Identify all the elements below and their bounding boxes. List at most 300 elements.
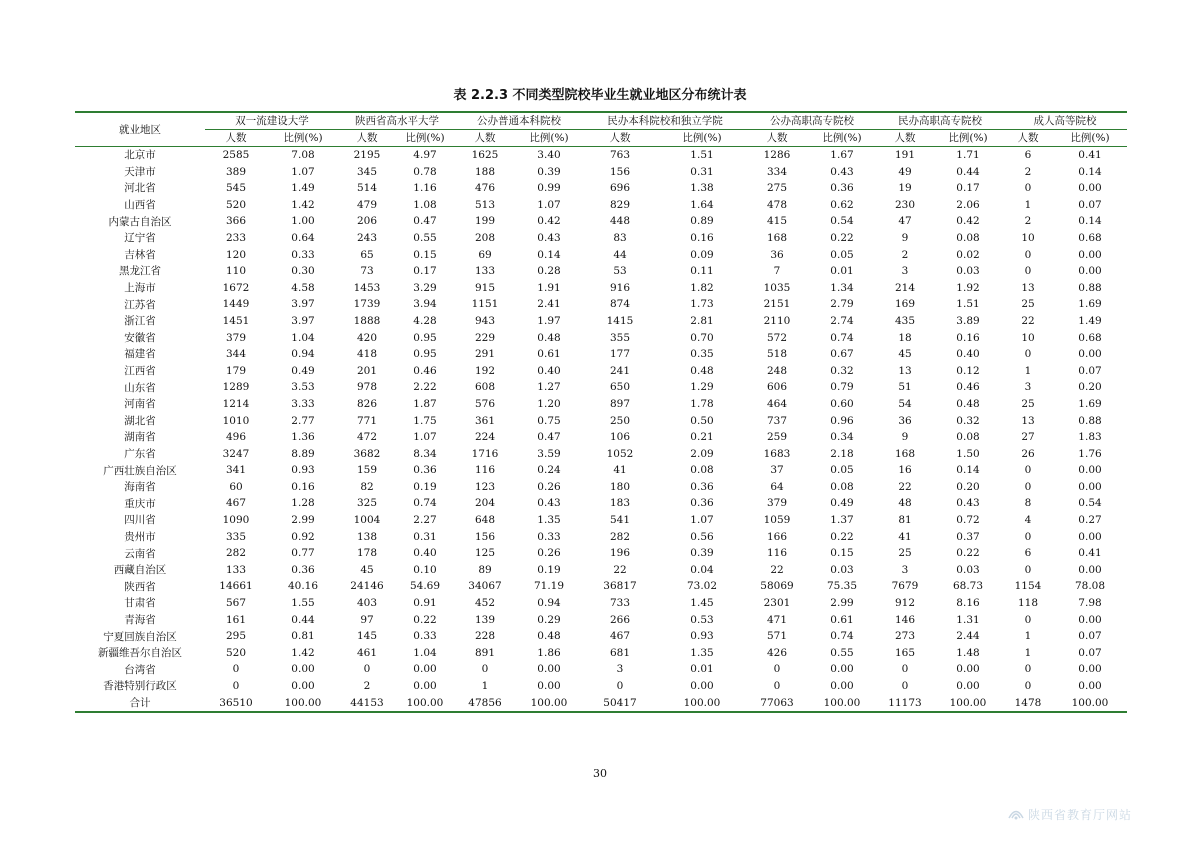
- table-row: [75, 180, 1127, 197]
- count-cell: 0: [1024, 563, 1032, 576]
- count-cell: 183: [609, 497, 631, 510]
- count-cell: 3: [901, 563, 909, 576]
- count-cell: 64: [770, 480, 784, 493]
- ratio-cell: 0.08: [830, 480, 854, 493]
- table-row: [75, 595, 1127, 612]
- ratio-cell: 8.16: [956, 597, 980, 610]
- ratio-cell: 0.62: [830, 198, 854, 211]
- count-cell: 0: [1024, 663, 1032, 676]
- ratio-cell: 100.00: [657, 695, 747, 713]
- count-cell: 355: [609, 331, 631, 344]
- ratio-cell: 100.00: [1053, 695, 1127, 713]
- count-cell: 897: [609, 397, 631, 410]
- ratio-cell: 0.93: [291, 464, 315, 477]
- count-cell: 3: [1024, 381, 1032, 394]
- count-cell: 275: [766, 182, 788, 195]
- table-title: 表 2.2.3 不同类型院校毕业生就业地区分布统计表: [453, 88, 747, 103]
- count-cell: 44: [613, 248, 627, 261]
- ratio-cell: 0.67: [830, 348, 854, 361]
- count-cell: 3247: [222, 447, 250, 460]
- count-cell: 325: [356, 497, 378, 510]
- count-cell: 196: [609, 547, 631, 560]
- ratio-cell: 0.14: [956, 464, 980, 477]
- count-cell: 1035: [763, 281, 791, 294]
- count-cell: 53: [613, 265, 627, 278]
- ratio-header: 比例(%): [1053, 130, 1127, 147]
- ratio-cell: 0.21: [690, 431, 714, 444]
- count-cell: 426: [766, 646, 788, 659]
- count-cell: 1672: [222, 281, 250, 294]
- count-cell: 51: [898, 381, 912, 394]
- ratio-cell: 0.74: [413, 497, 437, 510]
- region-cell: 山西省: [124, 199, 156, 212]
- region-cell: 四川省: [124, 514, 156, 527]
- ratio-cell: 0.00: [956, 680, 980, 692]
- count-cell: 915: [474, 281, 496, 294]
- count-cell: 518: [766, 348, 788, 361]
- ratio-cell: 0.20: [956, 480, 980, 493]
- count-cell: 73: [360, 265, 374, 278]
- region-cell: 山东省: [124, 381, 156, 394]
- ratio-cell: 1.45: [690, 597, 714, 610]
- count-cell: 118: [1017, 597, 1039, 610]
- count-cell: 435: [894, 314, 916, 327]
- count-cell: 233: [225, 231, 247, 244]
- count-cell: 230: [894, 198, 916, 211]
- ratio-cell: 0.03: [956, 265, 980, 278]
- ratio-cell: 73.02: [686, 580, 718, 593]
- count-cell: 18: [898, 331, 912, 344]
- count-cell: 2: [1024, 215, 1032, 228]
- count-cell: 1683: [763, 447, 791, 460]
- ratio-cell: 0.05: [830, 464, 854, 477]
- count-cell: 243: [356, 231, 378, 244]
- ratio-cell: 0.00: [537, 680, 561, 692]
- ratio-cell: 0.00: [1078, 265, 1102, 278]
- ratio-cell: 1.29: [690, 381, 714, 394]
- ratio-cell: 1.87: [413, 397, 437, 410]
- count-cell: 1059: [763, 514, 791, 527]
- count-cell: 89: [478, 563, 492, 576]
- ratio-cell: 0.00: [291, 663, 315, 676]
- table-row: [75, 578, 1127, 595]
- ratio-cell: 3.97: [291, 298, 315, 311]
- ratio-cell: 71.19: [533, 580, 565, 593]
- count-cell: 48: [898, 497, 912, 510]
- region-cell: 河南省: [124, 398, 156, 411]
- count-cell: 14661: [219, 580, 253, 593]
- count-cell: 829: [609, 198, 631, 211]
- ratio-cell: 0.36: [690, 497, 714, 510]
- ratio-cell: 0.43: [830, 165, 854, 178]
- header-row-groups: [75, 112, 1127, 130]
- count-cell: 120: [225, 248, 247, 261]
- count-cell: 415: [766, 215, 788, 228]
- ratio-cell: 0.03: [830, 563, 854, 576]
- count-cell: 648: [474, 514, 496, 527]
- ratio-cell: 0.53: [690, 613, 714, 626]
- ratio-cell: 0.00: [413, 663, 437, 676]
- ratio-cell: 0.36: [830, 182, 854, 195]
- ratio-cell: 1.51: [956, 298, 980, 311]
- ratio-cell: 1.83: [1078, 431, 1102, 444]
- ratio-cell: 2.27: [413, 514, 437, 527]
- count-cell: 159: [356, 464, 378, 477]
- ratio-cell: 1.04: [291, 331, 315, 344]
- ratio-cell: 0.39: [537, 165, 561, 178]
- count-cell: 178: [356, 547, 378, 560]
- group-header: 公办普通本科院校: [455, 112, 583, 130]
- count-cell: 1716: [471, 447, 499, 460]
- ratio-cell: 68.73: [952, 580, 984, 593]
- ratio-cell: 7.08: [291, 149, 315, 161]
- count-cell: 110: [225, 265, 247, 278]
- count-cell: 1888: [353, 314, 381, 327]
- count-cell: 241: [609, 364, 631, 377]
- count-cell: 1154: [1014, 580, 1042, 593]
- ratio-cell: 1.36: [291, 431, 315, 444]
- region-cell: 湖南省: [124, 431, 156, 444]
- count-cell: 0: [1024, 348, 1032, 361]
- count-cell: 27: [1021, 431, 1035, 444]
- table-row: [75, 678, 1127, 695]
- count-cell: 771: [356, 414, 378, 427]
- count-cell: 24146: [350, 580, 384, 593]
- count-cell: 916: [609, 281, 631, 294]
- ratio-cell: 0.07: [1078, 646, 1102, 659]
- count-cell: 4: [1024, 514, 1032, 527]
- count-cell: 133: [474, 265, 496, 278]
- ratio-header: 比例(%): [807, 130, 877, 147]
- count-cell: 571: [766, 630, 788, 643]
- count-cell: 259: [766, 431, 788, 444]
- count-cell: 345: [356, 165, 378, 178]
- count-cell: 161: [225, 613, 247, 626]
- ratio-cell: 54.69: [409, 580, 441, 593]
- count-cell: 36: [898, 414, 912, 427]
- ratio-cell: 0.00: [1078, 563, 1102, 576]
- count-cell: 520: [225, 646, 247, 659]
- ratio-cell: 0.48: [690, 364, 714, 377]
- count-cell: 476: [474, 182, 496, 195]
- ratio-cell: 0.08: [956, 431, 980, 444]
- count-cell: 214: [894, 281, 916, 294]
- ratio-cell: 0.14: [537, 248, 561, 261]
- ratio-cell: 0.14: [1078, 215, 1102, 228]
- count-cell: 192: [474, 364, 496, 377]
- region-cell: 青海省: [124, 613, 156, 626]
- count-cell: 1415: [606, 314, 634, 327]
- count-cell: 3: [616, 663, 624, 676]
- count-cell: 448: [609, 215, 631, 228]
- ratio-cell: 1.35: [690, 646, 714, 659]
- table-row: [75, 230, 1127, 247]
- count-cell: 418: [356, 348, 378, 361]
- count-cell: 341: [225, 464, 247, 477]
- count-cell: 19: [898, 182, 912, 195]
- count-cell: 7: [773, 265, 781, 278]
- ratio-cell: 2.44: [956, 630, 980, 643]
- count-cell: 334: [766, 165, 788, 178]
- count-cell: 606: [766, 381, 788, 394]
- region-cell: 云南省: [124, 547, 156, 560]
- count-cell: 22: [613, 563, 627, 576]
- ratio-cell: 0.08: [690, 464, 714, 477]
- ratio-cell: 0.08: [956, 231, 980, 244]
- ratio-cell: 2.99: [291, 514, 315, 527]
- ratio-cell: 0.43: [956, 497, 980, 510]
- count-cell: 199: [474, 215, 496, 228]
- count-header: 人数: [747, 130, 807, 147]
- ratio-cell: 0.48: [537, 331, 561, 344]
- ratio-cell: 1.38: [690, 182, 714, 195]
- ratio-cell: 0.17: [956, 182, 980, 195]
- count-cell: 116: [766, 547, 788, 560]
- ratio-cell: 0.10: [413, 563, 437, 576]
- ratio-cell: 0.00: [1078, 248, 1102, 261]
- ratio-cell: 0.95: [413, 348, 437, 361]
- ratio-cell: 0.33: [291, 248, 315, 261]
- ratio-cell: 1.75: [413, 414, 437, 427]
- ratio-cell: 0.46: [956, 381, 980, 394]
- ratio-cell: 1.69: [1078, 298, 1102, 311]
- count-header: 人数: [877, 130, 933, 147]
- ratio-cell: 0.74: [830, 630, 854, 643]
- region-cell: 陕西省: [124, 580, 156, 593]
- region-cell: 辽宁省: [124, 232, 156, 245]
- count-cell: 204: [474, 497, 496, 510]
- ratio-cell: 0.01: [690, 663, 714, 676]
- ratio-cell: 0.07: [1078, 198, 1102, 211]
- table-row: [75, 363, 1127, 380]
- region-cell: 内蒙古自治区: [108, 215, 172, 228]
- ratio-cell: 2.22: [413, 381, 437, 394]
- ratio-cell: 2.09: [690, 447, 714, 460]
- ratio-cell: 4.97: [413, 149, 437, 161]
- count-cell: 2110: [763, 314, 791, 327]
- ratio-cell: 3.97: [291, 314, 315, 327]
- region-cell: 上海市: [124, 282, 156, 295]
- count-cell: 65: [360, 248, 374, 261]
- ratio-cell: 1.31: [956, 613, 980, 626]
- count-cell: 467: [609, 630, 631, 643]
- count-cell: 471: [766, 613, 788, 626]
- table-row: [75, 495, 1127, 512]
- count-cell: 472: [356, 431, 378, 444]
- count-cell: 0: [232, 663, 240, 676]
- count-cell: 26: [1021, 447, 1035, 460]
- count-cell: 77063: [747, 695, 807, 713]
- ratio-cell: 0.11: [690, 265, 714, 278]
- count-cell: 513: [474, 198, 496, 211]
- ratio-cell: 4.58: [291, 281, 315, 294]
- ratio-cell: 1.67: [830, 149, 854, 161]
- count-cell: 282: [225, 547, 247, 560]
- count-cell: 496: [225, 431, 247, 444]
- ratio-cell: 0.60: [830, 397, 854, 410]
- ratio-cell: 1.91: [537, 281, 561, 294]
- ratio-cell: 0.92: [291, 530, 315, 543]
- count-cell: 25: [898, 547, 912, 560]
- count-cell: 0: [616, 680, 624, 692]
- ratio-cell: 0.12: [956, 364, 980, 377]
- ratio-cell: 0.42: [956, 215, 980, 228]
- ratio-cell: 100.00: [807, 695, 877, 713]
- count-cell: 106: [609, 431, 631, 444]
- region-cell: 福建省: [124, 348, 156, 361]
- ratio-cell: 1.86: [537, 646, 561, 659]
- ratio-cell: 2.81: [690, 314, 714, 327]
- ratio-cell: 0.41: [1078, 149, 1102, 161]
- count-cell: 1004: [353, 514, 381, 527]
- count-cell: 826: [356, 397, 378, 410]
- region-cell: 合计: [75, 695, 205, 713]
- ratio-cell: 0.99: [537, 182, 561, 195]
- ratio-cell: 0.33: [413, 630, 437, 643]
- ratio-cell: 1.51: [690, 149, 714, 161]
- region-cell: 重庆市: [124, 497, 156, 510]
- ratio-cell: 3.59: [537, 447, 561, 460]
- ratio-cell: 1.49: [291, 182, 315, 195]
- ratio-cell: 100.00: [515, 695, 583, 713]
- table-row: [75, 164, 1127, 181]
- count-cell: 1: [1024, 630, 1032, 643]
- count-cell: 0: [1024, 613, 1032, 626]
- count-cell: 168: [766, 231, 788, 244]
- count-cell: 138: [356, 530, 378, 543]
- ratio-cell: 1.20: [537, 397, 561, 410]
- ratio-cell: 1.42: [291, 646, 315, 659]
- ratio-cell: 2.06: [956, 198, 980, 211]
- count-cell: 37: [770, 464, 784, 477]
- count-cell: 248: [766, 364, 788, 377]
- count-cell: 69: [478, 248, 492, 261]
- ratio-cell: 0.00: [1078, 348, 1102, 361]
- count-cell: 25: [1021, 397, 1035, 410]
- count-cell: 479: [356, 198, 378, 211]
- count-cell: 156: [474, 530, 496, 543]
- table-row: [75, 263, 1127, 280]
- count-cell: 1052: [606, 447, 634, 460]
- count-cell: 250: [609, 414, 631, 427]
- ratio-cell: 75.35: [826, 580, 858, 593]
- ratio-cell: 0.19: [537, 563, 561, 576]
- ratio-cell: 1.76: [1078, 447, 1102, 460]
- ratio-cell: 0.14: [1078, 165, 1102, 178]
- count-cell: 912: [894, 597, 916, 610]
- count-cell: 58069: [760, 580, 794, 593]
- ratio-cell: 1.69: [1078, 397, 1102, 410]
- count-header: 人数: [455, 130, 515, 147]
- ratio-cell: 0.26: [537, 480, 561, 493]
- ratio-cell: 8.34: [413, 447, 437, 460]
- group-header: 双一流建设大学: [205, 112, 339, 130]
- table-row: [75, 247, 1127, 264]
- count-cell: 0: [363, 663, 371, 676]
- count-cell: 2301: [763, 597, 791, 610]
- count-cell: 9: [901, 431, 909, 444]
- table-row: [75, 313, 1127, 330]
- ratio-cell: 0.89: [690, 215, 714, 228]
- count-cell: 116: [474, 464, 496, 477]
- count-cell: 36: [770, 248, 784, 261]
- table-row: [75, 529, 1127, 546]
- ratio-cell: 0.78: [413, 165, 437, 178]
- ratio-cell: 0.44: [291, 613, 315, 626]
- ratio-cell: 1.35: [537, 514, 561, 527]
- ratio-cell: 0.43: [537, 497, 561, 510]
- count-cell: 366: [225, 215, 247, 228]
- count-cell: 10: [1021, 331, 1035, 344]
- ratio-cell: 0.31: [413, 530, 437, 543]
- count-cell: 0: [773, 680, 781, 692]
- count-cell: 943: [474, 314, 496, 327]
- count-cell: 201: [356, 364, 378, 377]
- region-header: 就业地区: [75, 112, 205, 147]
- count-cell: 165: [894, 646, 916, 659]
- table-row: [75, 429, 1127, 446]
- ratio-cell: 0.00: [413, 680, 437, 692]
- ratio-cell: 0.15: [413, 248, 437, 261]
- count-cell: 81: [898, 514, 912, 527]
- count-cell: 567: [225, 597, 247, 610]
- count-cell: 572: [766, 331, 788, 344]
- region-cell: 广东省: [124, 447, 156, 460]
- count-cell: 379: [225, 331, 247, 344]
- ratio-cell: 0.43: [537, 231, 561, 244]
- ratio-cell: 1.07: [537, 198, 561, 211]
- ratio-cell: 1.08: [413, 198, 437, 211]
- count-header: 人数: [339, 130, 395, 147]
- ratio-cell: 0.41: [1078, 547, 1102, 560]
- table-row: [75, 379, 1127, 396]
- watermark-logo-icon: [1006, 803, 1026, 823]
- table-row: [75, 346, 1127, 363]
- group-header: 成人高等院校: [1003, 112, 1127, 130]
- count-cell: 125: [474, 547, 496, 560]
- count-cell: 733: [609, 597, 631, 610]
- ratio-cell: 0.16: [291, 480, 315, 493]
- count-cell: 13: [1021, 414, 1035, 427]
- ratio-cell: 0.56: [690, 530, 714, 543]
- count-cell: 22: [898, 480, 912, 493]
- count-cell: 34067: [468, 580, 502, 593]
- ratio-cell: 0.40: [956, 348, 980, 361]
- ratio-cell: 0.68: [1078, 331, 1102, 344]
- table-row: [75, 479, 1127, 496]
- ratio-cell: 8.89: [291, 447, 315, 460]
- ratio-cell: 1.00: [291, 215, 315, 228]
- count-cell: 10: [1021, 231, 1035, 244]
- ratio-cell: 0.29: [537, 613, 561, 626]
- ratio-cell: 1.04: [413, 646, 437, 659]
- count-cell: 541: [609, 514, 631, 527]
- count-cell: 681: [609, 646, 631, 659]
- ratio-cell: 0.93: [690, 630, 714, 643]
- ratio-cell: 0.33: [537, 530, 561, 543]
- region-cell: 西藏自治区: [113, 564, 167, 577]
- count-cell: 45: [898, 348, 912, 361]
- ratio-cell: 1.27: [537, 381, 561, 394]
- ratio-cell: 0.61: [830, 613, 854, 626]
- ratio-cell: 100.00: [267, 695, 339, 713]
- ratio-cell: 0.28: [537, 265, 561, 278]
- ratio-cell: 1.49: [1078, 314, 1102, 327]
- ratio-cell: 0.46: [413, 364, 437, 377]
- count-cell: 696: [609, 182, 631, 195]
- table-row: [75, 413, 1127, 430]
- ratio-cell: 0.31: [690, 165, 714, 178]
